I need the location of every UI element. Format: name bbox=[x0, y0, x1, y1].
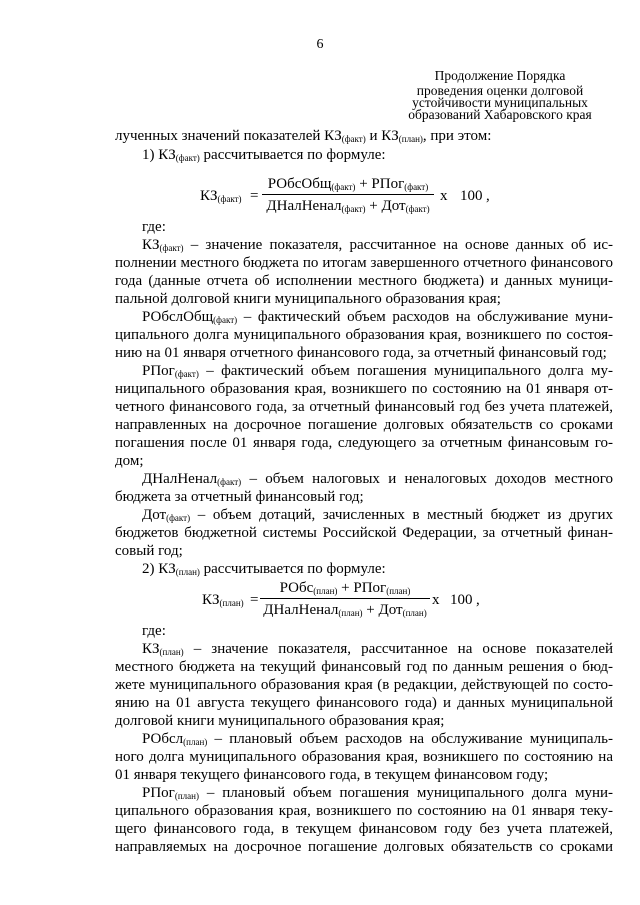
def-kz-fact-line-2: полнении местного бюджета по итогам завершенного отчетного финансового bbox=[115, 255, 613, 271]
formula-1-lhs: $КЗ_{(факт)}$ bbox=[200, 188, 242, 204]
def-rpog-fact-line-5: погашения после 01 января года, следующего за отчетным финансовым го- bbox=[115, 435, 613, 451]
def-robsl-plan-line-1: РОбсл$_{(план)}$ – плановый объем расходов на обслуживание муниципаль- bbox=[142, 731, 613, 747]
def-kz-plan-line-3: жете муниципального образования края (в редакции, действующей по состо- bbox=[115, 677, 613, 693]
def-kz-plan-line-5: долговой книги муниципального образования края; bbox=[115, 713, 445, 729]
formula-2-denominator: ДНалНенал$_{(план)}$ + Дот$_{(план)}$ bbox=[263, 602, 427, 618]
formula-2-hundred: 100 bbox=[450, 592, 473, 608]
def-dnalnenal-fact-line-2: бюджета за отчетный финансовый год; bbox=[115, 489, 364, 505]
def-dot-fact-line-1: Дот$_{(факт)}$ – объем дотаций, зачисленных в местный бюджет из других bbox=[142, 507, 613, 523]
def-rpog-plan-line-4: направляемых на досрочное погашение долговых обязательств со сроками bbox=[115, 839, 613, 855]
def-rpog-fact-line-3: четного финансового года, за отчетный финансовый год без учета платежей, bbox=[115, 399, 613, 415]
def-dot-fact-line-2: бюджетов бюджетной системы Российской Федерации, за отчетный финан- bbox=[115, 525, 613, 541]
def-kz-plan-line-2: местного бюджета на текущий финансовый год по данным решения о бюд- bbox=[115, 659, 613, 675]
formula-1-fraction-bar bbox=[262, 194, 434, 195]
def-rpog-fact-line-4: направленных на досрочное погашение долговых обязательств со сроками bbox=[115, 417, 613, 433]
def-rpog-plan-line-2: ципального образования края, возникшего по состоянию на 01 января теку- bbox=[115, 803, 613, 819]
def-rpog-plan-line-1: РПог$_{(план)}$ – плановый объем погашения муниципального долга муни- bbox=[142, 785, 613, 801]
where-label-2: где: bbox=[142, 623, 166, 639]
formula-2-numerator: РОбс$_{(план)}$ + РПог$_{(план)}$ bbox=[279, 580, 411, 596]
def-robslobsh-line-3: нию на 01 января отчетного финансового года, за отчетный финансовый год; bbox=[115, 345, 607, 361]
formula-2-times: х bbox=[432, 592, 440, 608]
formula-1-hundred: 100 bbox=[460, 188, 483, 204]
formula-2-lhs: $КЗ_{(план)}$ bbox=[202, 592, 244, 608]
formula-1-denominator: ДНалНенал$_{(факт)}$ + Дот$_{(факт)}$ bbox=[266, 198, 430, 214]
header-line-1: Продолжение Порядка bbox=[434, 68, 566, 83]
def-kz-fact-line-3: года (данные отчета об исполнении местного бюджета) и данных муници- bbox=[115, 273, 613, 289]
formula-2-equals: = bbox=[250, 592, 259, 608]
formula-1-numerator: РОбсОбщ$_{(факт)}$ + РПог$_{(факт)}$ bbox=[267, 176, 429, 192]
paragraph-continuation: лученных значений показателей $КЗ_{(факт)}$ и $КЗ_{(план)}$, при этом: bbox=[115, 128, 492, 144]
formula-1-times: х bbox=[440, 188, 448, 204]
def-robslobsh-line-2: ципального долга муниципального образования края, возникшего по состоя- bbox=[115, 327, 613, 343]
def-kz-fact-line-1: $КЗ_{(факт)}$ – значение показателя, рассчитанное на основе данных об ис- bbox=[142, 237, 613, 253]
def-kz-fact-line-4: пальной долговой книги муниципального образования края; bbox=[115, 291, 501, 307]
page-number: 6 bbox=[316, 37, 324, 52]
formula-2-fraction-bar bbox=[260, 598, 430, 599]
def-kz-plan-line-1: $КЗ_{(план)}$ – значение показателя, рассчитанное на основе показателей bbox=[142, 641, 613, 657]
def-robsl-plan-line-3: 01 января текущего финансового года, в текущем финансовом году; bbox=[115, 767, 549, 783]
item-2-heading: 2) $КЗ_{(план)}$ рассчитывается по формуле: bbox=[142, 561, 386, 577]
def-dnalnenal-fact-line-1: ДНалНенал$_{(факт)}$ – объем налоговых и неналоговых доходов местного bbox=[142, 471, 613, 487]
def-dot-fact-line-3: совый год; bbox=[115, 543, 183, 559]
header-line-2: проведения оценки долговой bbox=[416, 83, 584, 98]
def-rpog-fact-line-1: РПог$_{(факт)}$ – фактический объем погашения муниципального долга му- bbox=[142, 363, 613, 379]
formula-1-comma: , bbox=[486, 188, 490, 204]
def-robsl-plan-line-2: ного долга муниципального образования края, возникшего по состоянию на bbox=[115, 749, 613, 765]
formula-1-equals: = bbox=[250, 188, 259, 204]
def-rpog-fact-line-2: ниципального образования края, возникшего по состоянию на 01 января от- bbox=[115, 381, 613, 397]
def-kz-plan-line-4: янию на 01 августа текущего финансового года) и данных муниципальной bbox=[115, 695, 613, 711]
def-rpog-fact-line-6: дом; bbox=[115, 453, 144, 469]
item-1-heading: 1) $КЗ_{(факт)}$ рассчитывается по формуле: bbox=[142, 147, 386, 163]
header-line-4: образований Хабаровского края bbox=[408, 107, 592, 122]
where-label-1: где: bbox=[142, 219, 166, 235]
def-rpog-plan-line-3: щего финансового года, в текущем финансовом году без учета платежей, bbox=[115, 821, 613, 837]
def-robslobsh-line-1: РОбслОбщ$_{(факт)}$ – фактический объем расходов на обслуживание муни- bbox=[142, 309, 613, 325]
header-line-3: устойчивости муниципальных bbox=[412, 95, 588, 110]
formula-2-comma: , bbox=[476, 592, 480, 608]
